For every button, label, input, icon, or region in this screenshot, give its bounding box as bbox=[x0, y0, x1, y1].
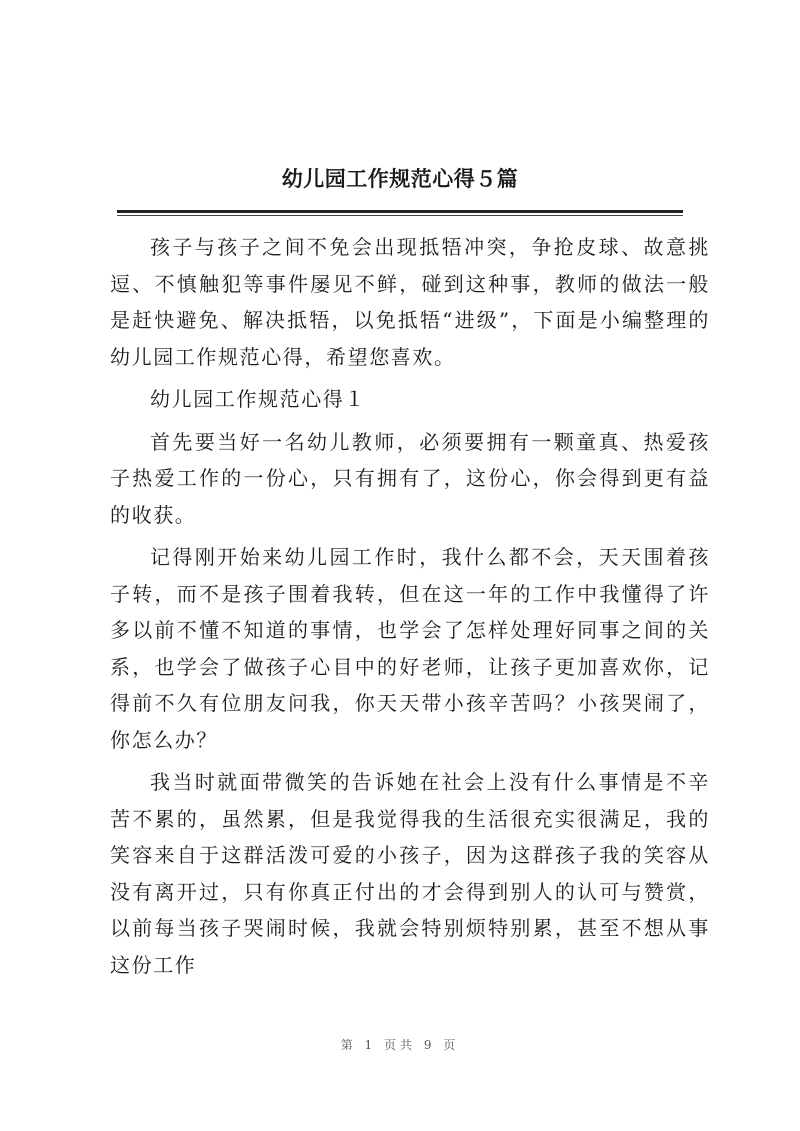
title-rule-thin bbox=[117, 215, 683, 216]
section-heading: 幼儿园工作规范心得１ bbox=[150, 387, 366, 411]
intro-paragraph: 孩子与孩子之间不免会出现抵牾冲突，争抢皮球、故意挑逗、不慎触犯等事件屡见不鲜，碰到这种事，教师的做法一般是赶快避免、解决抵牾，以免抵牾“进级”，下面是小编整理的幼儿园工作规范心得，希望您喜欢。 bbox=[110, 235, 710, 369]
page-footer: 第 1 页共 9 页 bbox=[340, 1038, 460, 1052]
document-title: 幼儿园工作规范心得５篇 bbox=[281, 166, 519, 191]
body-paragraph: 记得刚开始来幼儿园工作时，我什么都不会，天天围着孩子转，而不是孩子围着我转，但在这一年的工作中我懂得了许多以前不懂不知道的事情，也学会了怎样处理好同事之间的关系，也学会了做孩子心目中的好老师，让孩子更加喜欢你，记得前不久有位朋友问我，你天天带小孩辛苦吗？小孩哭闹了，你怎么办？ bbox=[110, 545, 710, 752]
body-paragraph: 我当时就面带微笑的告诉她在社会上没有什么事情是不辛苦不累的，虽然累，但是我觉得我的生活很充实很满足，我的笑容来自于这群活泼可爱的小孩子，因为这群孩子我的笑容从没有离开过，只有你真正付出的才会得到别人的认可与赞赏，以前每当孩子哭闹时候，我就会特别烦特别累，甚至不想从事这份工作 bbox=[110, 770, 710, 977]
document-body bbox=[110, 229, 710, 989]
body-paragraph: 首先要当好一名幼儿教师，必须要拥有一颗童真、热爱孩子热爱工作的一份心，只有拥有了，这份心，你会得到更有益的收获。 bbox=[110, 429, 710, 527]
title-rule-thick bbox=[117, 210, 683, 213]
